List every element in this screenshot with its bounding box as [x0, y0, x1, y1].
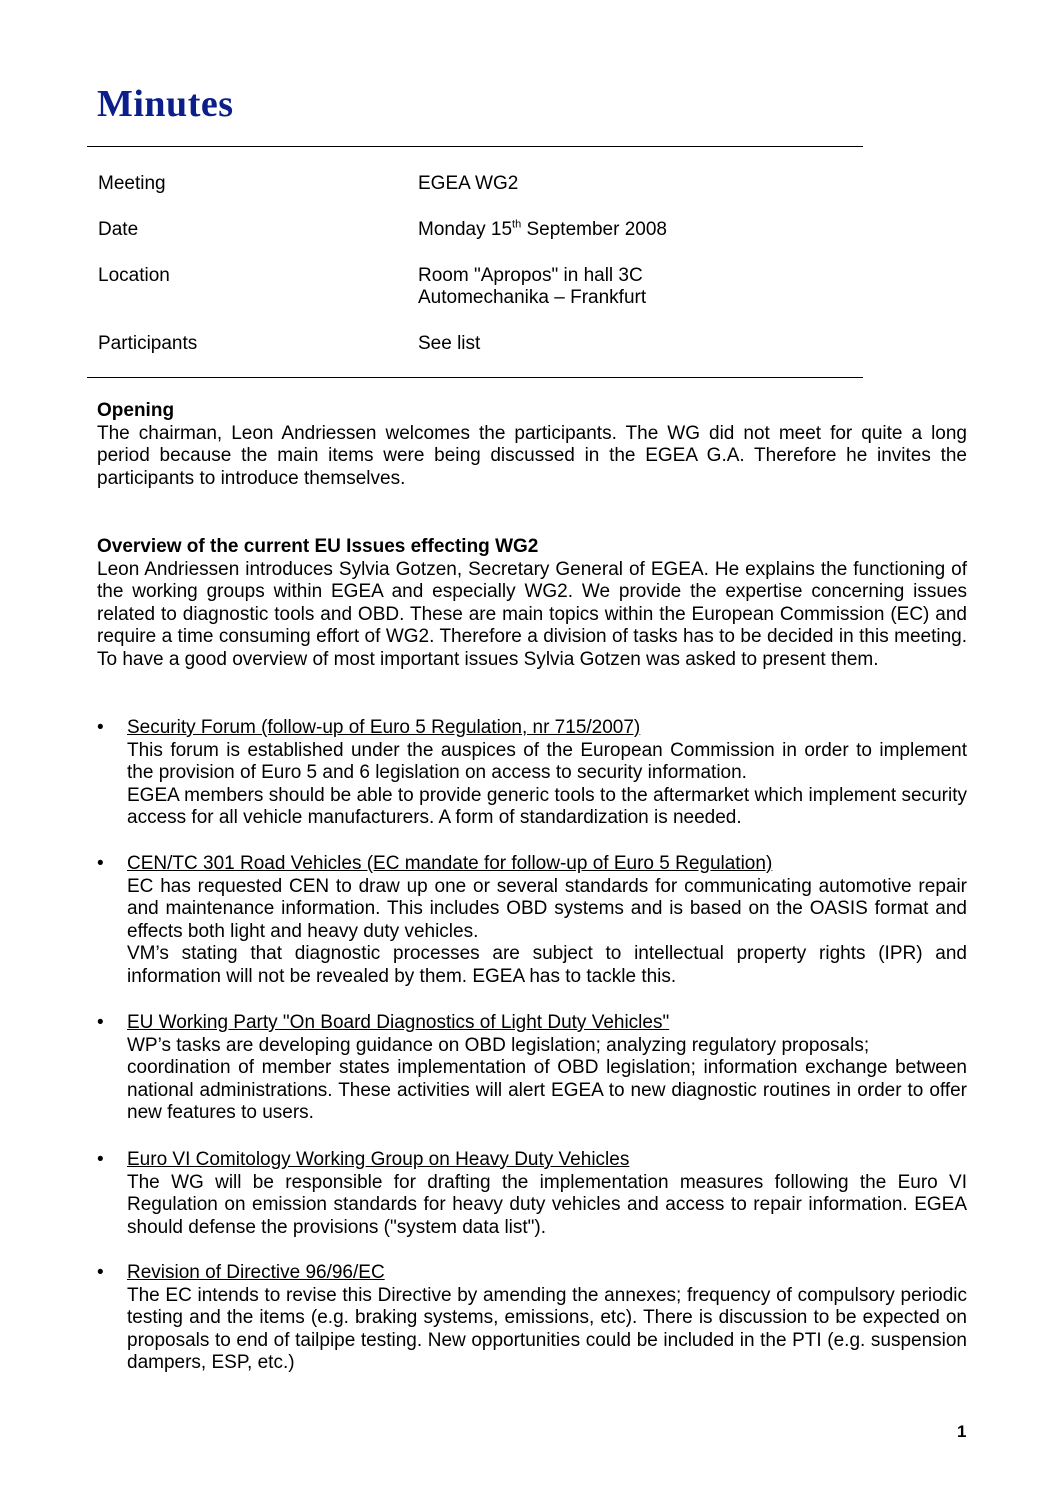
opening-section — [97, 400, 967, 490]
date-ordinal: th — [512, 218, 522, 231]
bullet-text: The EC intends to revise this Directive by amending the annexes; frequency of compulsory periodic testing and the items (e.g. braking systems, emissions, etc). There is discussion to be expected on proposals to end of tailpipe testing. New opportunities could be included in the PTI (e.g. suspension dampers, ESP, etc.) — [127, 1284, 967, 1373]
top-divider — [87, 146, 863, 147]
bullet-text: This forum is established under the auspices of the European Commission in order to implement the provision of Euro 5 and 6 legislation on access to security information. — [127, 739, 967, 783]
date-suffix: September 2008 — [521, 219, 667, 240]
bullet-title: Revision of Directive 96/96/EC — [127, 1262, 385, 1283]
list-item-cen-tc-301 — [97, 853, 967, 988]
list-item-directive-revision — [97, 1262, 967, 1375]
page-title: Minutes — [97, 83, 234, 125]
bullet-title: Euro VI Comitology Working Group on Heavy Duty Vehicles — [127, 1149, 630, 1170]
location-label: Location — [98, 265, 170, 286]
bottom-divider — [87, 377, 863, 378]
location-line2: Automechanika – Frankfurt — [418, 287, 647, 308]
overview-text: Leon Andriessen introduces Sylvia Gotzen, Secretary General of EGEA. He explains the functioning of the working groups within EGEA and especially WG2. We provide the expertise concerning issues related to diagnostic tools and OBD. These are main topics within the European Commission (EC) and require a time consuming effort of WG2. Therefore a division of tasks has to be decided in this meeting. To have a good overview of most important issues Sylvia Gotzen was asked to present them. — [97, 558, 967, 670]
list-item-euro-vi-comitology — [97, 1149, 967, 1239]
bullet-title: EU Working Party "On Board Diagnostics of Light Duty Vehicles" — [127, 1012, 670, 1033]
bullet-title: CEN/TC 301 Road Vehicles (EC mandate for follow-up of Euro 5 Regulation) — [127, 853, 773, 874]
meeting-value: EGEA WG2 — [418, 173, 519, 194]
bullet-text-continued: EGEA members should be able to provide generic tools to the aftermarket which implement security access for all vehicle manufacturers. A form of standardization is needed. — [127, 784, 967, 828]
bullet-icon: • — [97, 853, 104, 874]
bullet-icon: • — [97, 1149, 104, 1170]
meeting-label: Meeting — [98, 173, 166, 194]
bullet-text-continued: coordination of member states implementation of OBD legislation; information exchange between national administrations. These activities will alert EGEA to new diagnostic routines in order to offer new features to users. — [127, 1057, 967, 1123]
bullet-text: EC has requested CEN to draw up one or several standards for communicating automotive repair and maintenance information. This includes OBD systems and is based on the OASIS format and effects both light and heavy duty vehicles. — [127, 875, 967, 942]
date-value — [418, 219, 667, 241]
opening-heading: Opening — [97, 400, 175, 421]
participants-value: See list — [418, 333, 481, 354]
date-prefix: Monday 15 — [418, 219, 513, 240]
bullet-icon: • — [97, 1012, 104, 1033]
bullet-title: Security Forum (follow-up of Euro 5 Regulation, nr 715/2007) — [127, 717, 641, 738]
bullet-text: The WG will be responsible for drafting the implementation measures following the Euro VI Regulation on emission standards for heavy duty vehicles and access to repair information. EGEA should defense the provisions ("system data list"). — [127, 1171, 967, 1238]
participants-label: Participants — [98, 333, 198, 354]
overview-heading: Overview of the current EU Issues effecting WG2 — [97, 536, 539, 557]
page-number: 1 — [957, 1422, 967, 1441]
bullet-text: WP’s tasks are developing guidance on OBD legislation; analyzing regulatory proposals; — [127, 1034, 870, 1056]
overview-section — [97, 536, 967, 671]
list-item-security-forum — [97, 717, 967, 830]
bullet-icon: • — [97, 717, 104, 738]
bullet-icon: • — [97, 1262, 104, 1283]
opening-text: The chairman, Leon Andriessen welcomes the participants. The WG did not meet for quite a long period because the main items were being discussed in the EGEA G.A. Therefore he invites the participants to introduce themselves. — [97, 422, 967, 489]
location-line1: Room "Apropos" in hall 3C — [418, 265, 643, 286]
bullet-text-continued: VM’s stating that diagnostic processes are subject to intellectual property rights (IPR) and information will not be revealed by them. EGEA has to tackle this. — [127, 943, 967, 987]
date-label: Date — [98, 219, 139, 240]
list-item-eu-working-party — [97, 1012, 967, 1125]
